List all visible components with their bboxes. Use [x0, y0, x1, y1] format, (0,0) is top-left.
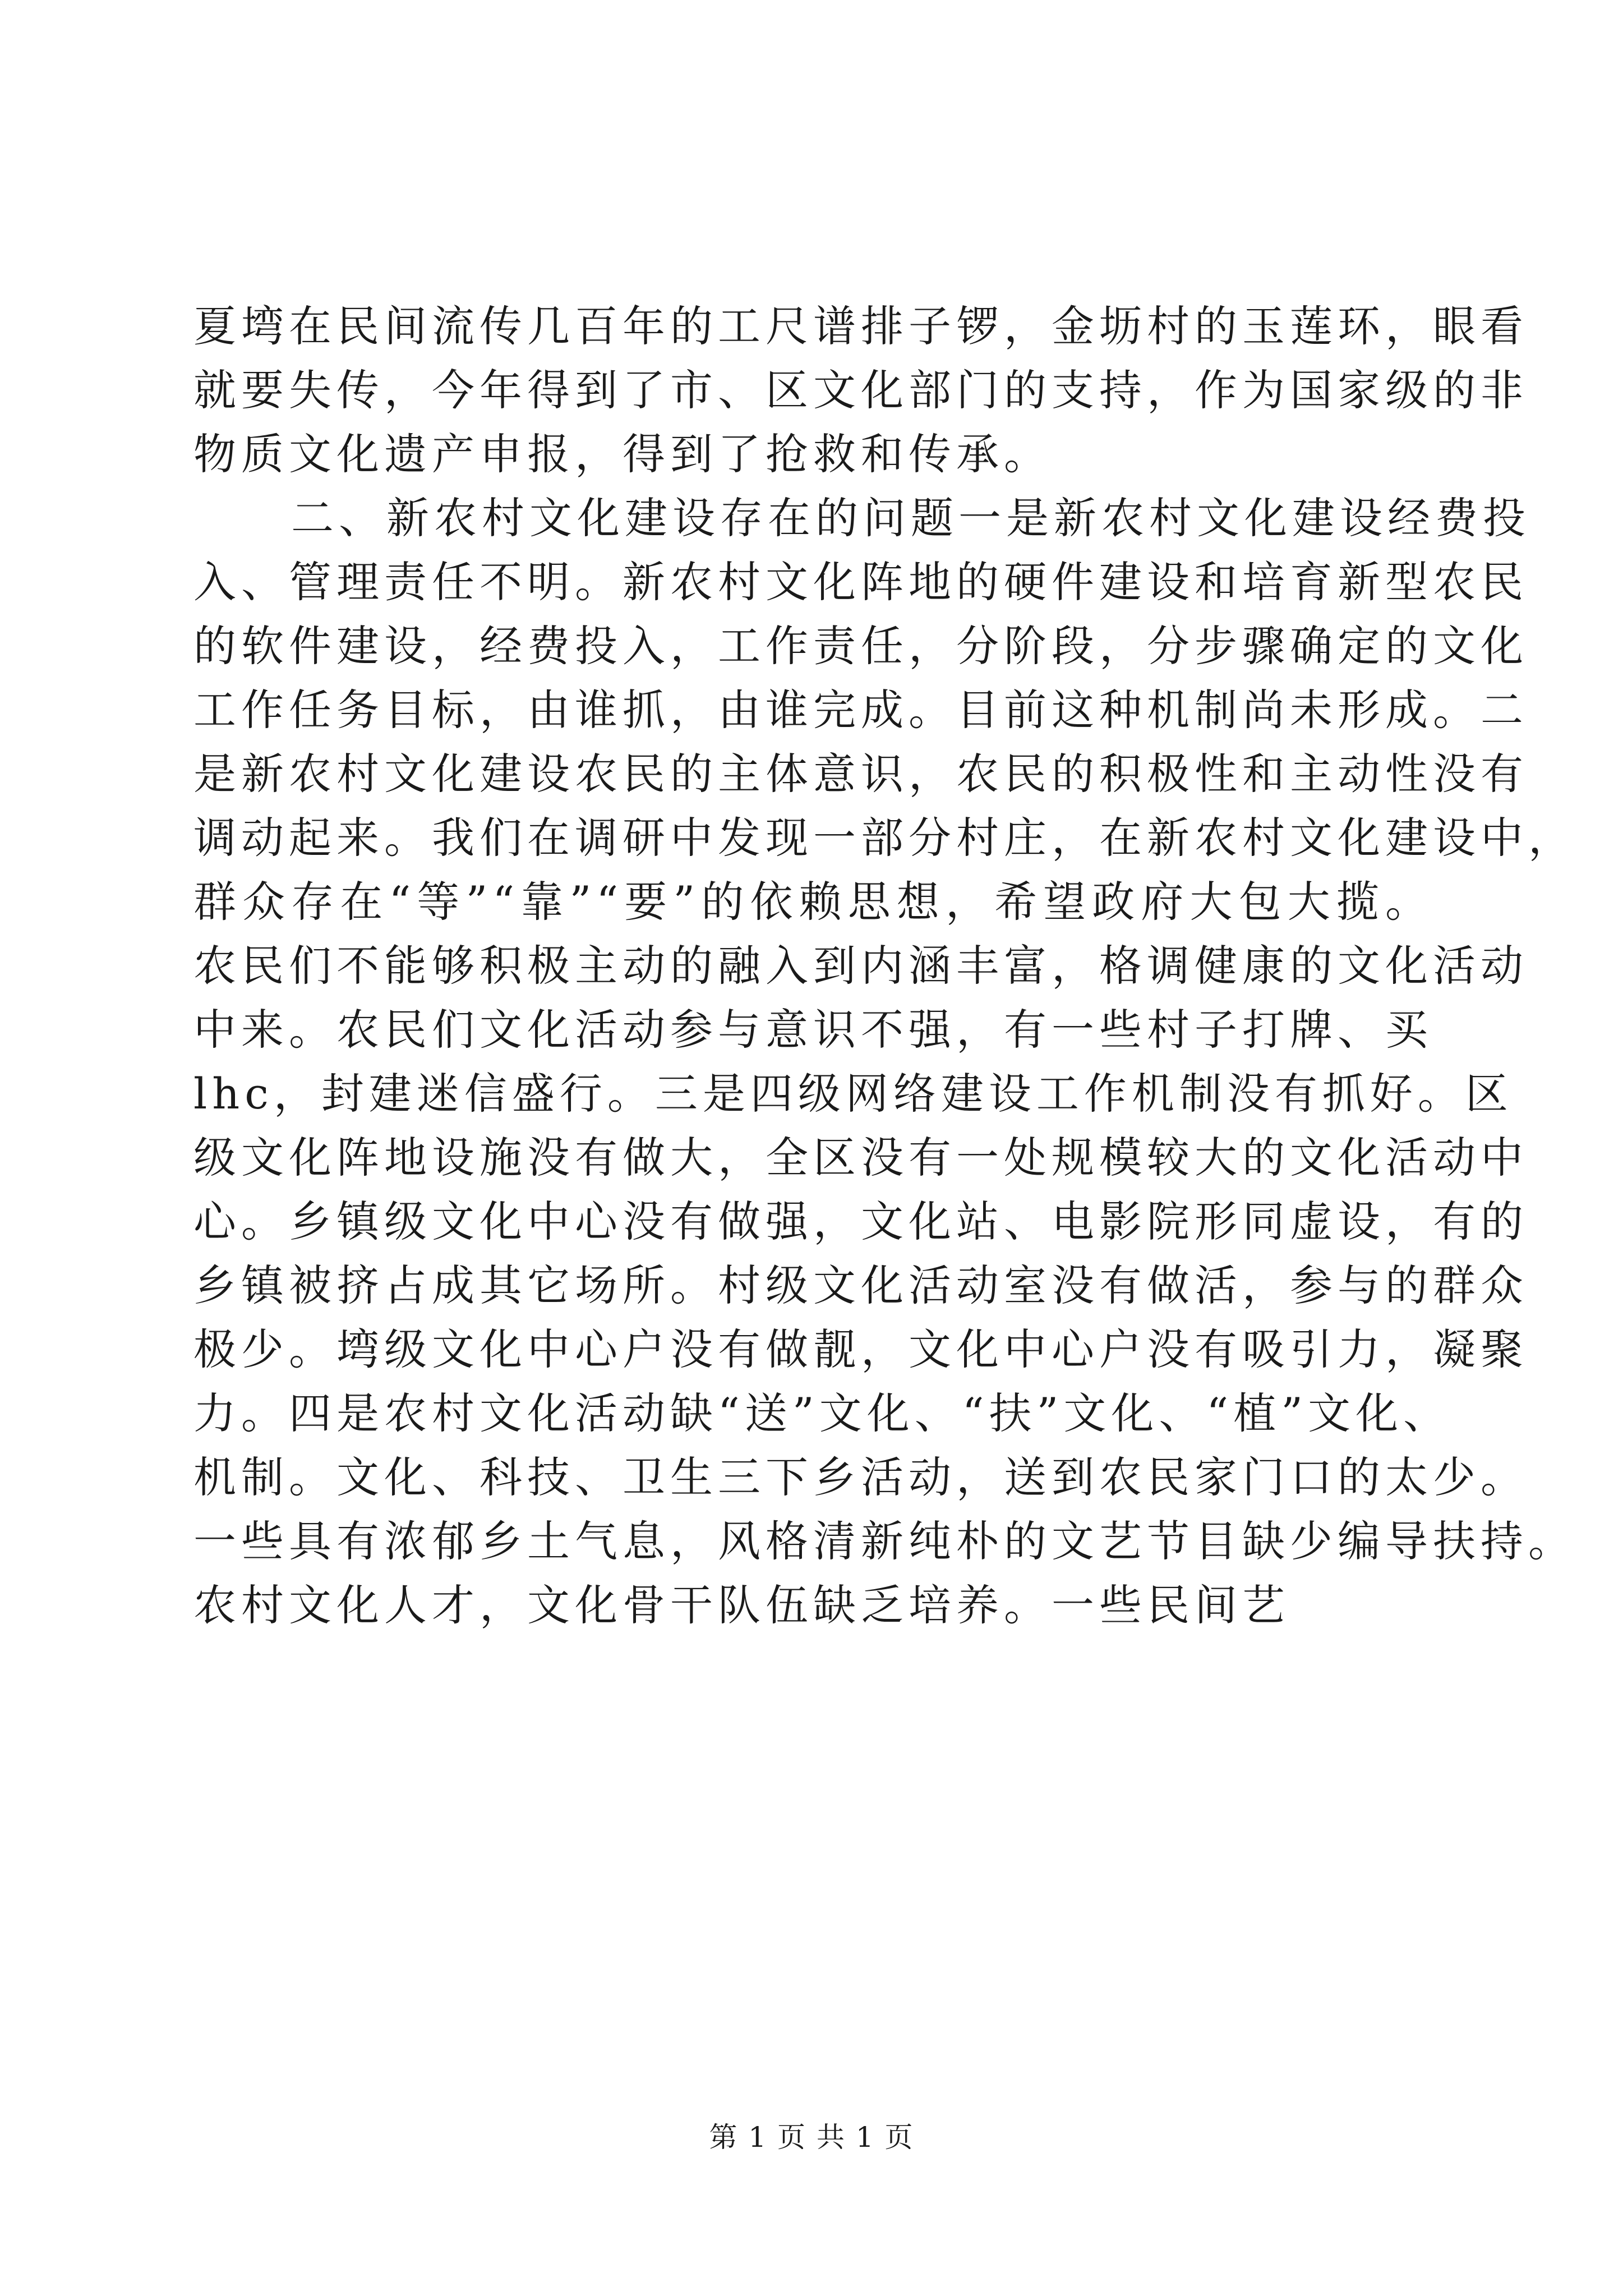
text-line: 群众存在“等”“靠”“要”的依赖思想，希望政府大包大揽。	[193, 877, 1433, 927]
text-line: 农村文化人才，文化骨干队伍缺乏培养。一些民间艺	[193, 1580, 1290, 1630]
text-line: 夏塆在民间流传几百年的工尺谱排子锣，金坜村的玉莲环，眼看	[193, 301, 1528, 351]
text-line: 心。乡镇级文化中心没有做强，文化站、电影院形同虚设，有的	[193, 1197, 1528, 1246]
body-text	[193, 295, 1576, 1637]
text-line: 中来。农民们文化活动参与意识不强，有一些村子打牌、买	[193, 1005, 1433, 1055]
text-line: 工作任务目标，由谁抓，由谁完成。目前这种机制尚未形成。二	[193, 685, 1528, 735]
text-line: 调动起来。我们在调研中发现一部分村庄，在新农村文化建设中，	[193, 813, 1576, 863]
text-line: 是新农村文化建设农民的主体意识，农民的积极性和主动性没有	[193, 749, 1528, 799]
text-line: 农民们不能够积极主动的融入到内涵丰富，格调健康的文化活动	[193, 941, 1528, 991]
text-line: 入、管理责任不明。新农村文化阵地的硬件建设和培育新型农民	[193, 557, 1528, 607]
text-line: 机制。文化、科技、卫生三下乡活动，送到农民家门口的太少。	[193, 1452, 1528, 1502]
page-footer: 第 1 页 共 1 页	[709, 2121, 914, 2154]
text-line: 一些具有浓郁乡土气息，风格清新纯朴的文艺节目缺少编导扶持。	[193, 1516, 1576, 1566]
text-line: 力。四是农村文化活动缺“送”文化、“扶”文化、“植”文化、	[193, 1388, 1451, 1438]
text-line: 乡镇被挤占成其它场所。村级文化活动室没有做活，参与的群众	[193, 1260, 1528, 1310]
text-line: 的软件建设，经费投入，工作责任，分阶段，分步骤确定的文化	[193, 621, 1528, 671]
text-line: 极少。塆级文化中心户没有做靓，文化中心户没有吸引力，凝聚	[193, 1324, 1528, 1374]
text-line: lhc，封建迷信盛行。三是四级网络建设工作机制没有抓好。区	[193, 1069, 1513, 1119]
paragraph-heading-line: 二、新农村文化建设存在的问题一是新农村文化建设经费投	[291, 493, 1530, 543]
text-line: 级文化阵地设施没有做大，全区没有一处规模较大的文化活动中	[193, 1133, 1528, 1182]
text-line: 就要失传，今年得到了市、区文化部门的支持，作为国家级的非	[193, 365, 1528, 415]
text-line: 物质文化遗产申报，得到了抢救和传承。	[193, 429, 1052, 479]
